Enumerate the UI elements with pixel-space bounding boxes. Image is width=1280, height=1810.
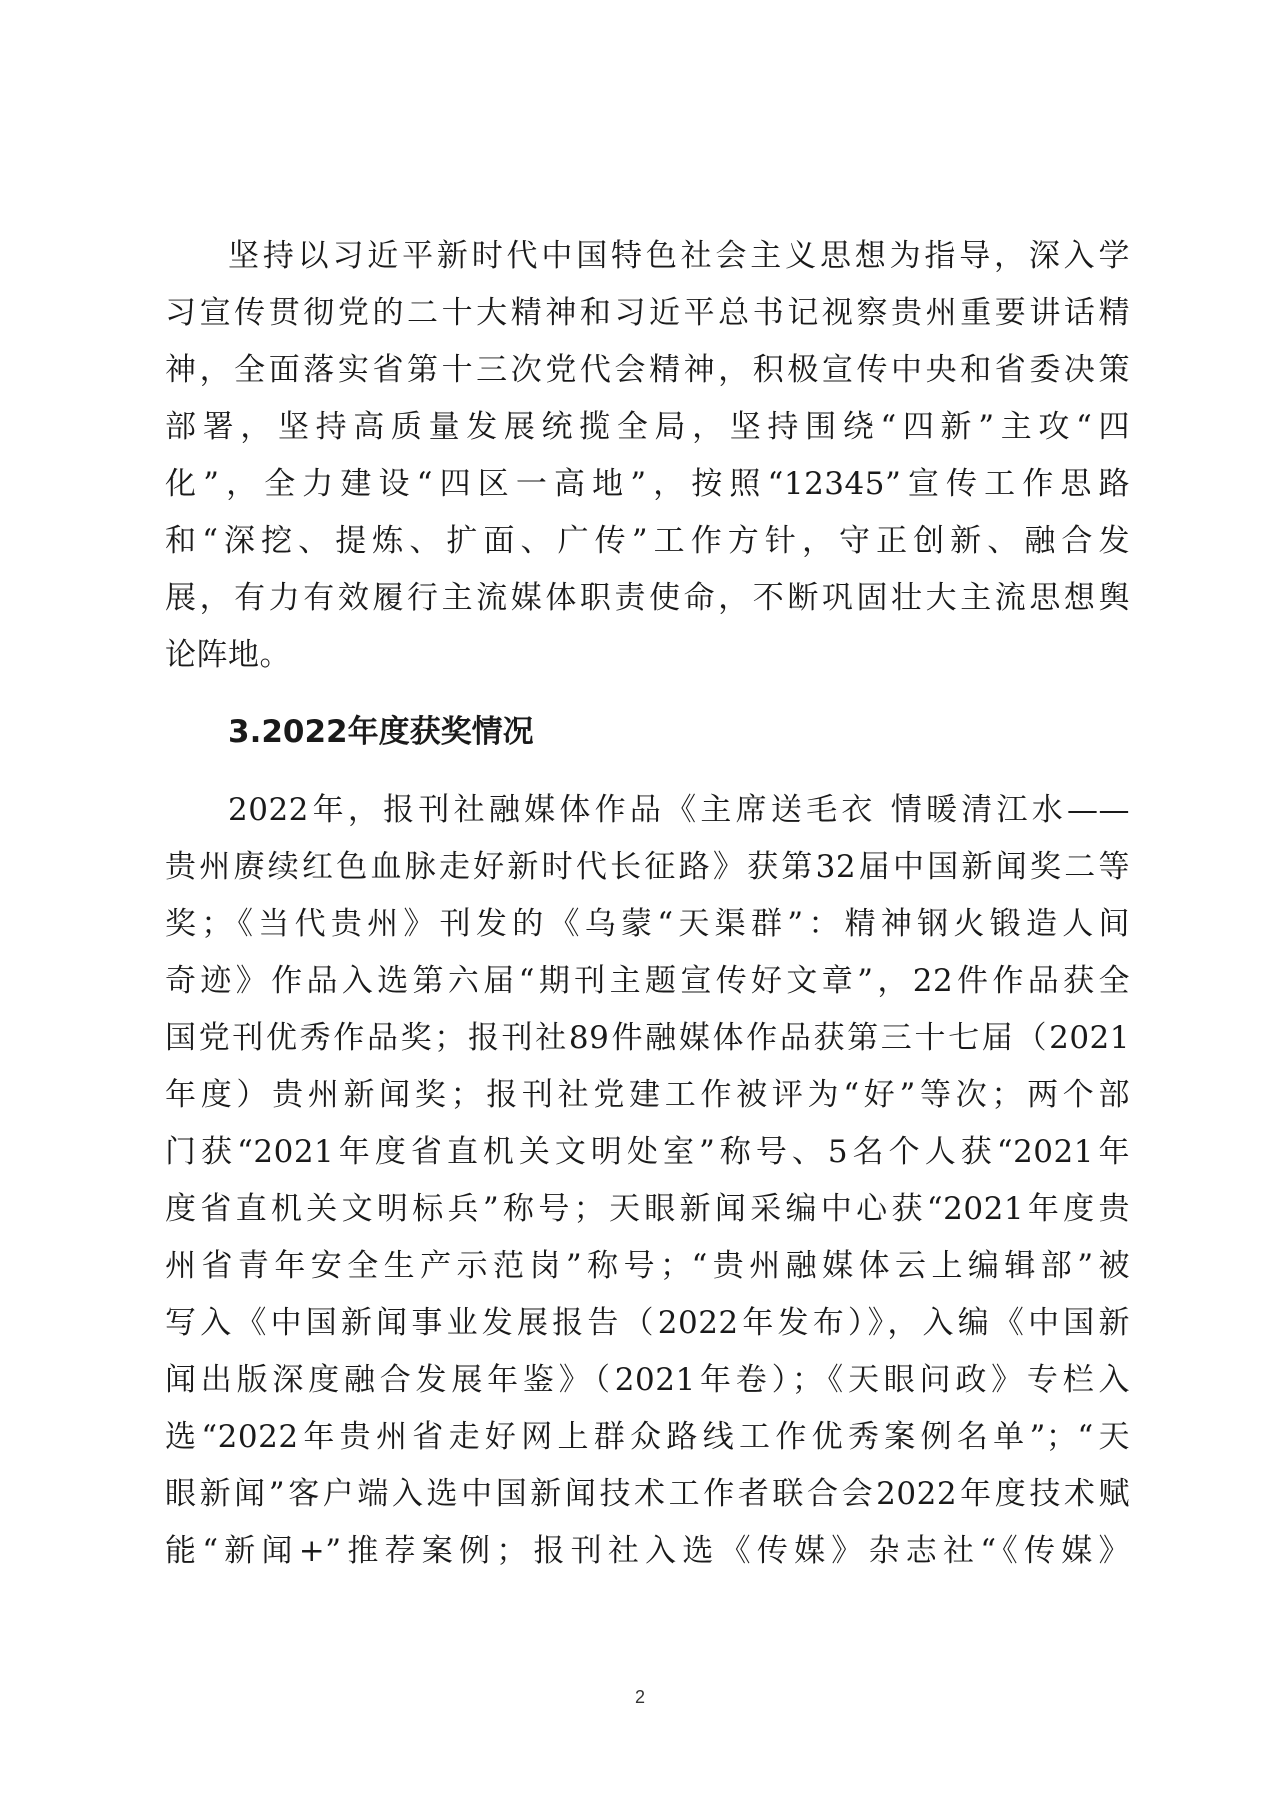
paragraph-line: 论阵地。 [165, 637, 291, 673]
paragraph-line: 2022年，报刊社融媒体作品《主席送毛衣 情暖清江水—— [228, 792, 1130, 828]
paragraph-line: 部署，坚持高质量发展统揽全局，坚持围绕“四新”主攻“四 [165, 409, 1130, 445]
paragraph-line: 闻出版深度融合发展年鉴》（2021年卷）；《天眼问政》专栏入 [165, 1362, 1130, 1398]
paragraph-line: 选“2022年贵州省走好网上群众路线工作优秀案例名单”；“天 [165, 1419, 1130, 1455]
paragraph-line: 奖；《当代贵州》刊发的《乌蒙“天渠群”：精神钢火锻造人间 [165, 906, 1130, 942]
paragraph-line: 奇迹》作品入选第六届“期刊主题宣传好文章”，22件作品获全 [165, 963, 1130, 999]
paragraph-line: 神，全面落实省第十三次党代会精神，积极宣传中央和省委决策 [165, 352, 1130, 388]
paragraph-line: 国党刊优秀作品奖；报刊社89件融媒体作品获第三十七届（2021 [165, 1020, 1130, 1056]
paragraph-line: 习宣传贯彻党的二十大精神和习近平总书记视察贵州重要讲话精 [165, 295, 1130, 331]
paragraph-line: 眼新闻”客户端入选中国新闻技术工作者联合会2022年度技术赋 [165, 1476, 1130, 1512]
paragraph-line: 化”，全力建设“四区一高地”，按照“12345”宣传工作思路 [165, 466, 1130, 502]
page-number: 2 [634, 1687, 645, 1707]
paragraph-line: 写入《中国新闻事业发展报告（2022年发布）》，入编《中国新 [165, 1305, 1130, 1341]
paragraph-line: 展，有力有效履行主流媒体职责使命，不断巩固壮大主流思想舆 [165, 580, 1130, 616]
section-heading: 3.2022年度获奖情况 [228, 714, 534, 750]
paragraph-line: 贵州赓续红色血脉走好新时代长征路》获第32届中国新闻奖二等 [165, 849, 1130, 885]
paragraph-line: 度省直机关文明标兵”称号；天眼新闻采编中心获“2021年度贵 [165, 1191, 1130, 1227]
paragraph-line: 和“深挖、提炼、扩面、广传”工作方针，守正创新、融合发 [165, 523, 1130, 559]
paragraph-line: 能“新闻+”推荐案例；报刊社入选《传媒》杂志社“《传媒》 [165, 1533, 1130, 1569]
paragraph-line: 年度）贵州新闻奖；报刊社党建工作被评为“好”等次；两个部 [165, 1077, 1130, 1113]
paragraph-line: 门获“2021年度省直机关文明处室”称号、5名个人获“2021年 [165, 1134, 1130, 1170]
paragraph-line: 坚持以习近平新时代中国特色社会主义思想为指导，深入学 [228, 238, 1130, 274]
paragraph-line: 州省青年安全生产示范岗”称号；“贵州融媒体云上编辑部”被 [165, 1248, 1130, 1284]
